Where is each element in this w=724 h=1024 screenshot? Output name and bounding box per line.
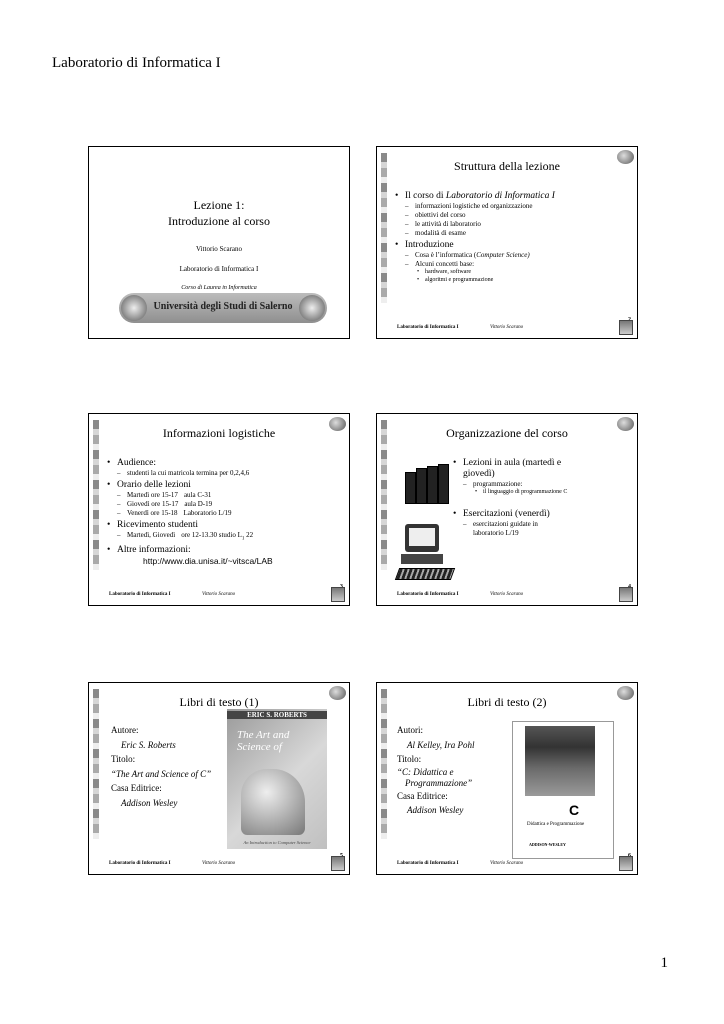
computer-clipart-icon [397, 524, 453, 580]
slide-footer-course: Laboratorio di Informatica I [109, 592, 171, 597]
book-icon [405, 472, 416, 504]
sub-bullet: – modalità di esame [395, 229, 630, 238]
keyboard-icon [395, 568, 455, 580]
slide-footer-author: Vittorio Scarano [490, 592, 524, 597]
slide-4-title: Organizzazione del corso [446, 426, 568, 440]
university-name: Università degli Studi di Salerno [153, 301, 293, 312]
sub-bullet-line1: – esercitazioni guidate in [473, 519, 538, 528]
slide-6-title: Libri di testo (2) [467, 695, 547, 709]
sub-sub-bullet: • hardware, software [395, 269, 630, 277]
slide-1-course: Laboratorio di Informatica I [179, 265, 259, 273]
sub-bullet [107, 531, 347, 543]
sub-bullet [107, 491, 347, 500]
book-title: “The Art and Science of C” [111, 768, 212, 779]
slide-footer-course: Laboratorio di Informatica I [397, 861, 459, 866]
slide-1 [88, 146, 350, 339]
university-seal-icon [299, 295, 325, 321]
bullet-schedule: • Orario delle lezioni [107, 480, 347, 491]
slide-decoration-stripe [381, 689, 387, 839]
slide-5 [88, 682, 350, 875]
cover-author: ERIC S. ROBERTS [227, 711, 327, 719]
sub-bullet-line2: laboratorio L/19 [473, 528, 519, 537]
slide-footer-logo-icon [619, 856, 633, 871]
slide-decoration-stripe [381, 420, 387, 570]
cover-title [237, 729, 289, 753]
sub-bullet [107, 509, 347, 518]
book-cover-image [227, 709, 327, 849]
cover-title-line2: Science of [237, 741, 282, 753]
schedule-room: aula D-19 [184, 500, 213, 508]
schedule-room: aula C-31 [183, 491, 212, 499]
slide-1-title-line2: Introduzione al corso [168, 214, 270, 228]
slide-2-title: Struttura della lezione [454, 159, 560, 173]
slide-2 [376, 146, 638, 339]
bullet-exercises: • Esercitazioni (venerdì) [453, 509, 633, 520]
slide-6-text [397, 723, 517, 818]
book-authors: Al Kelley, Ira Pohl [407, 739, 475, 750]
slide-footer-author: Vittorio Scarano [202, 592, 236, 597]
slide-footer-course: Laboratorio di Informatica I [109, 861, 171, 866]
slide-5-title: Libri di testo (1) [179, 695, 259, 709]
book-title-line1: “C: Didattica e [397, 766, 454, 777]
publisher-label: Casa Editrice: [111, 783, 162, 793]
page-header: Laboratorio di Informatica I [52, 55, 221, 71]
book-publisher: Addison Wesley [121, 797, 178, 808]
bullet-more-info: • Altre informazioni: [107, 545, 347, 556]
sub-sub-bullet: • algoritmi e programmazione [395, 277, 630, 285]
cover-letter: C [569, 802, 580, 818]
sub-bullet: – informazioni logistiche ed organizzazione [395, 202, 630, 211]
monitor-icon [405, 524, 439, 552]
slide-decoration-stripe [381, 153, 387, 303]
cpu-icon [401, 554, 443, 564]
slide-footer-logo-icon [331, 856, 345, 871]
slide-footer-logo-icon [331, 587, 345, 602]
sub-bullet [107, 500, 347, 509]
book-author: Eric S. Roberts [121, 739, 176, 750]
slide-1-title [89, 197, 349, 229]
books-clipart-icon [403, 464, 447, 504]
sub-sub-bullet: • il linguaggio di programmazione C [453, 489, 633, 497]
office-time: ore 12-13.30 studio L [181, 531, 242, 539]
schedule-day: Venerdì ore 15-18 [127, 509, 178, 517]
slide-1-title-line1: Lezione 1: [193, 198, 245, 212]
slide-footer-course: Laboratorio di Informatica I [397, 325, 459, 330]
bullet-italic-text: Laboratorio di Informatica I [445, 191, 555, 201]
author-label: Autore: [111, 725, 139, 735]
office-room: 22 [244, 531, 254, 539]
schedule-day: Giovedì ore 15-17 [127, 500, 179, 508]
schedule-day: Martedì ore 15-17 [127, 491, 178, 499]
slide-3-bullets [107, 456, 347, 566]
cover-title-line1: The Art and [237, 729, 290, 741]
slide-3-title: Informazioni logistiche [162, 426, 276, 440]
sub-bullet [395, 251, 630, 260]
slide-footer-course: Laboratorio di Informatica I [397, 592, 459, 597]
schedule-room: Laboratorio L/19 [183, 509, 232, 517]
sub-bullet [453, 520, 633, 538]
authors-label: Autori: [397, 725, 423, 735]
book-publisher: Addison Wesley [407, 805, 464, 815]
lion-statue-icon [241, 769, 305, 835]
slide-decoration-stripe [93, 689, 99, 839]
sub-bullet: – Alcuni concetti base: [395, 260, 630, 269]
slide-1-degree: Corso di Laurea in Informatica [181, 285, 257, 291]
sub-bullet-text: Cosa è l’informatica ( [415, 251, 477, 259]
bullet-introduction: • Introduzione [395, 240, 630, 251]
book-cover-image [512, 721, 614, 859]
slide-footer-author: Vittorio Scarano [490, 861, 524, 866]
slide-4 [376, 413, 638, 606]
book-title [397, 767, 517, 789]
slide-2-bullets [395, 189, 630, 284]
slide-3 [88, 413, 350, 606]
book-icon [438, 464, 449, 504]
page-number: 1 [660, 955, 668, 971]
cover-artwork [525, 726, 595, 796]
book-title-line2: Programmazione” [405, 777, 473, 788]
bullet-lectures [453, 458, 633, 480]
office-days: Martedì, Giovedì [127, 531, 176, 539]
publisher-label: Casa Editrice: [397, 790, 448, 801]
bullet-text: Il corso di [405, 191, 446, 201]
cover-publisher: ADDISON-WESLEY [529, 842, 566, 847]
slide-footer-author: Vittorio Scarano [490, 325, 524, 330]
slide-5-text [111, 723, 241, 810]
office-room-subscript: 1 [241, 536, 245, 542]
sub-bullet-italic-text: Computer Science) [476, 251, 530, 259]
monitor-screen [409, 528, 435, 546]
cover-subtitle: An Introduction to Computer Science [243, 840, 311, 845]
slide-6 [376, 682, 638, 875]
title-label: Titolo: [397, 754, 422, 764]
sub-bullet: – obiettivi del corso [395, 211, 630, 220]
slide-footer-logo-icon [619, 320, 633, 335]
info-url-link[interactable]: http://www.dia.unisa.it/~vitsca/LAB [143, 556, 273, 567]
sub-bullet: – programmazione: [453, 480, 633, 489]
title-label: Titolo: [111, 754, 136, 764]
sub-bullet: – studenti la cui matricola termina per 0,2,4,6 [107, 469, 347, 478]
bullet-office-hours: • Ricevimento studenti [107, 520, 347, 531]
slide-1-author: Vittorio Scarano [195, 245, 243, 253]
slide-footer-logo-icon [619, 587, 633, 602]
university-seal-icon [121, 295, 147, 321]
slide-decoration-stripe [93, 420, 99, 570]
bullet-course [395, 191, 630, 202]
bullet-audience: • Audience: [107, 458, 347, 469]
bullet-text-line2: giovedì) [463, 469, 495, 479]
sub-bullet: – le attività di laboratorio [395, 220, 630, 229]
bullet-text-line1: • Lezioni in aula (martedì e [463, 458, 562, 468]
slide-4-bullets [453, 456, 633, 538]
slide-footer-author: Vittorio Scarano [202, 861, 236, 866]
book-icon [416, 468, 427, 504]
university-logo-banner [119, 293, 327, 323]
cover-title: Didattica e Programmazione [527, 822, 585, 827]
book-icon [427, 466, 438, 504]
